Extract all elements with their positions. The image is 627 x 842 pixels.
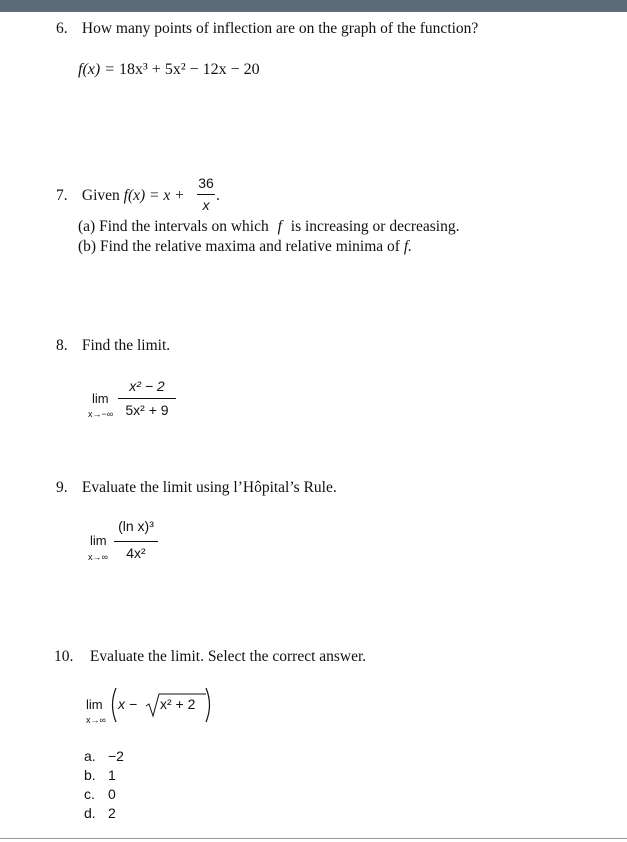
question-text: Evaluate the limit. Select the correct answer. <box>89 648 367 665</box>
choice-c[interactable] <box>84 786 116 802</box>
question-number: 9. <box>56 479 68 496</box>
question-text: Find the limit. <box>81 337 171 354</box>
given-label: Given <box>81 187 120 204</box>
q8-fraction-bar <box>118 398 176 399</box>
q6-function <box>78 61 260 79</box>
q9-fraction-bar <box>114 541 158 542</box>
choice-value: 2 <box>108 805 116 821</box>
q7-part-a <box>78 218 459 236</box>
question-number: 7. <box>56 187 68 204</box>
choice-value: 0 <box>108 786 116 802</box>
q8-denominator: 5x² + 9 <box>125 402 169 418</box>
choice-value: 1 <box>108 767 116 783</box>
q7-part-b <box>78 238 412 256</box>
choice-label: c. <box>84 786 95 802</box>
question-text: Evaluate the limit using l’Hôpital’s Rule. <box>81 479 337 496</box>
q9-denominator: 4x² <box>126 545 146 561</box>
q8-numerator: x² − 2 <box>129 378 165 394</box>
q10-lim-subscript: x→∞ <box>86 715 106 725</box>
question-6 <box>56 20 478 38</box>
choice-d[interactable] <box>84 805 116 821</box>
q10-radicand: x² + 2 <box>160 696 196 712</box>
choice-label: d. <box>84 805 96 821</box>
choice-label: a. <box>84 748 96 764</box>
function-lhs: f(x) = x + <box>123 187 185 204</box>
part-b-prefix: (b) Find the relative maxima and relative minima of <box>78 238 400 255</box>
bottom-divider <box>0 838 627 839</box>
question-9 <box>56 479 337 497</box>
part-a-var: f <box>277 218 282 235</box>
q10-lim: lim <box>86 697 103 712</box>
function-lhs: f(x) = <box>78 61 119 78</box>
top-bar <box>0 0 627 12</box>
question-10 <box>54 648 366 666</box>
part-b-var: f. <box>403 238 413 255</box>
question-7 <box>56 187 185 205</box>
question-8 <box>56 337 170 355</box>
q8-lim: lim <box>92 391 109 406</box>
q9-lim: lim <box>90 533 107 548</box>
part-a-prefix: (a) Find the intervals on which <box>78 218 269 235</box>
choice-b[interactable] <box>84 767 116 783</box>
q9-numerator: (ln x)³ <box>118 518 154 534</box>
question-text: How many points of inflection are on the graph of the function? <box>81 20 479 37</box>
question-number: 6. <box>56 20 68 37</box>
choice-value: −2 <box>108 748 124 764</box>
part-a-suffix: is increasing or decreasing. <box>290 218 460 235</box>
question-number: 8. <box>56 337 68 354</box>
choice-label: b. <box>84 767 96 783</box>
q7-fraction-numerator: 36 <box>198 175 214 191</box>
q7-fraction-bar <box>197 194 215 195</box>
function-rhs: 18x³ + 5x² − 12x − 20 <box>119 61 260 78</box>
q7-fraction-denominator: x <box>202 197 210 213</box>
q7-period: . <box>216 187 220 204</box>
choice-a[interactable] <box>84 748 124 764</box>
q8-lim-subscript: x→−∞ <box>88 409 114 419</box>
question-number: 10. <box>54 648 74 665</box>
q9-lim-subscript: x→∞ <box>88 552 108 562</box>
q10-expr-left: x − <box>118 696 138 712</box>
